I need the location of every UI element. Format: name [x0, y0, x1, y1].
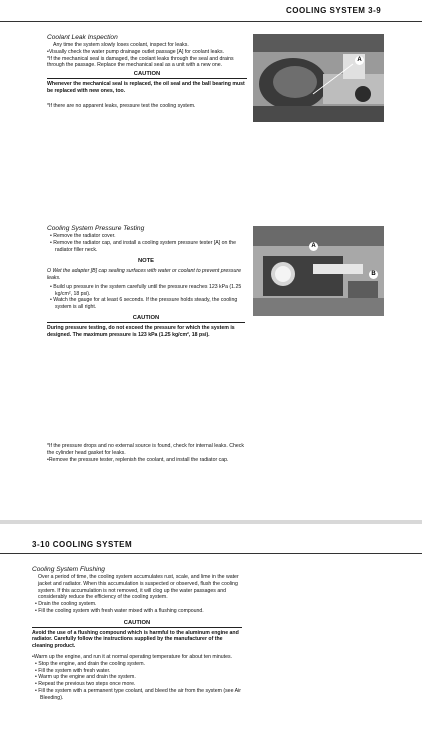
paragraph: *If there are no apparent leaks, pressure test the cooling system.	[47, 102, 196, 109]
section-title: Cooling System Pressure Testing	[47, 225, 145, 232]
pressure-testing-section	[47, 225, 245, 338]
page-header: 3-10 COOLING SYSTEM	[32, 540, 133, 549]
bullet: • Stop the engine, and drain the cooling system.	[35, 660, 145, 667]
caution-text: Whenever the mechanical seal is replaced, the oil seal and the ball bearing must be replaced with new ones, too.	[47, 80, 245, 94]
paragraph: *If the mechanical seal is damaged, the coolant leaks through the seal and drains through the passage. Replace the mechanical seal as a unit with a new one.	[47, 55, 234, 69]
caution-heading: CAUTION	[133, 71, 161, 78]
page-header: COOLING SYSTEM 3-9	[286, 6, 382, 15]
bullet: • Remove the radiator cap, and install a cooling system pressure tester [A] on the radiator filler neck.	[50, 239, 237, 253]
photo-label-a: A	[309, 242, 318, 251]
note-text: O Wet the adapter [B] cap sealing surfaces with water or coolant to prevent pressure leaks.	[47, 268, 241, 281]
caution-rule	[47, 78, 247, 79]
caution-text: Avoid the use of a flushing compound which is harmful to the aluminum engine and radiator. Carefully follow the instructions supplied by the manufacturer of the cleaning product.	[32, 629, 239, 650]
bullet: • Watch the gauge for at least 6 seconds. If the pressure holds steady, the cooling system is all right.	[50, 297, 238, 311]
paragraph: *If the pressure drops and no external source is found, check for internal leaks. Check the cylinder head gasket for leaks.	[47, 443, 244, 456]
caution-heading: CAUTION	[132, 314, 160, 321]
photo-label-b: B	[369, 270, 378, 279]
bullet: • Fill the cooling system with fresh water mixed with a flushing compound.	[35, 607, 204, 614]
bullet: • Build up pressure in the system carefully until the pressure reaches 123 kPa (1.25 kg/cm², 18 psi).	[50, 283, 242, 297]
flushing-section	[32, 566, 242, 702]
bullet: • Fill the system with a permanent type coolant, and bleed the air from the system (see Air Bleeding).	[35, 687, 241, 701]
bullet: • Remove the radiator cover.	[50, 233, 116, 239]
section-title: Cooling System Flushing	[32, 566, 105, 573]
bullet: • Warm up the engine and drain the system.	[35, 674, 136, 681]
water-pump-photo-art	[253, 34, 384, 122]
bullet: • Drain the cooling system.	[35, 601, 97, 608]
pressure-tester-photo-art	[253, 226, 384, 316]
bullet: • Fill the system with fresh water.	[35, 667, 111, 674]
header-rule	[0, 553, 422, 554]
caution-rule	[47, 322, 245, 323]
photo-label-a: A	[355, 56, 364, 65]
coolant-leak-section	[47, 34, 247, 109]
pressure-tester-photo	[253, 226, 384, 316]
caution-rule	[32, 627, 242, 628]
pressure-followup	[47, 443, 245, 463]
section-title: Coolant Leak Inspection	[47, 34, 118, 41]
bullet: • Repeat the previous two steps once more.	[35, 681, 136, 688]
paragraph: •Visually check the water pump drainage outlet passage [A] for coolant leaks.	[47, 48, 225, 55]
header-rule	[0, 21, 422, 22]
caution-text: During pressure testing, do not exceed the pressure for which the system is designed. The maximum pressure is 123 kPa (1.25 kg/cm², 18 psi).	[47, 324, 235, 338]
paragraph: Any time the system slowly loses coolant, inspect for leaks.	[53, 42, 189, 48]
bullet: •Warm up the engine, and run it at normal operating temperature for about ten minutes.	[32, 653, 233, 660]
paragraph: Over a period of time, the cooling system accumulates rust, scale, and lime in the water jacket and radiator. When this accumulation is suspected or observed, flush the cooling system. If this accumulation is not removed, it will clog up the water passages and considerably reduce the efficiency of the cooling system.	[38, 574, 239, 601]
paragraph: •Remove the pressure tester, replenish the coolant, and install the radiator cap.	[47, 456, 229, 463]
caution-heading: CAUTION	[123, 619, 151, 626]
note-heading: NOTE	[137, 258, 155, 265]
water-pump-photo	[253, 34, 384, 122]
manual-page-3-10	[0, 524, 422, 750]
